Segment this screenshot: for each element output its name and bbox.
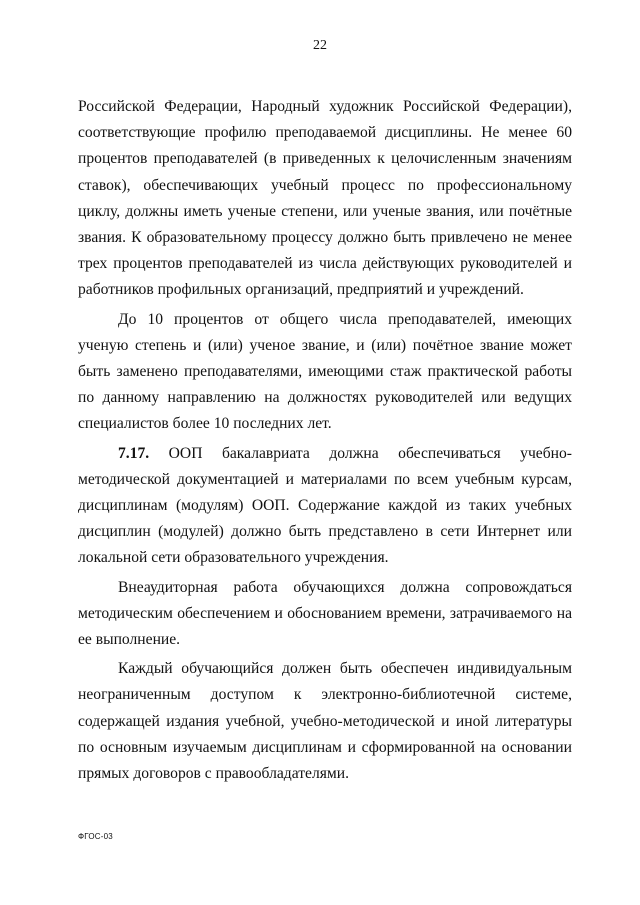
- paragraph-extracurricular-work: Внеаудиторная работа обучающихся должна сопровождаться методическим обеспечением и обоснованием времени, затрачиваемого на ее выполнение.: [78, 578, 572, 649]
- footer-label: ФГОС-03: [78, 832, 113, 841]
- paragraph-section-7-17: [78, 441, 572, 572]
- section-7-17-text: ООП бакалавриата должна обеспечиваться учебно-методической документацией и материалами по всем учебным курсам, дисциплинам (модулям) ООП. Содержание каждой из таких учебных дисциплин (модулей) должно быть представлено в сети Интернет или локальной сети образовательного учреждения.: [78, 444, 572, 567]
- paragraph-library-access: Каждый обучающийся должен быть обеспечен индивидуальным неограниченным доступом к электронно-библиотечной системе, содержащей издания учебной, учебно-методической и иной литературы по основным изучаемым дисциплинам и сформированной на основании прямых договоров с правообладателями.: [78, 660, 572, 783]
- paragraph-replacement-teachers: До 10 процентов от общего числа преподавателей, имеющих ученую степень и (или) ученое звание, и (или) почётное звание может быть заменено преподавателями, имеющими стаж практической работы по данному направлению на должностях руководителей или ведущих специалистов более 10 последних лет.: [78, 310, 572, 433]
- paragraph-continuation: Российской Федерации, Народный художник Российской Федерации), соответствующие профилю преподаваемой дисциплины. Не менее 60 процентов преподавателей (в приведенных к целочисленным значениям ставок), обеспечивающих учебный процесс по профессиональному циклу, должны иметь ученые степени, или ученые звания, или почётные звания. К образовательному процессу должно быть привлечено не менее трех процентов преподавателей из числа действующих руководителей и работников профильных организаций, предприятий и учреждений.: [78, 98, 572, 299]
- document-body: [78, 94, 572, 790]
- section-number: 7.17.: [118, 444, 150, 462]
- page-number: 22: [313, 38, 327, 53]
